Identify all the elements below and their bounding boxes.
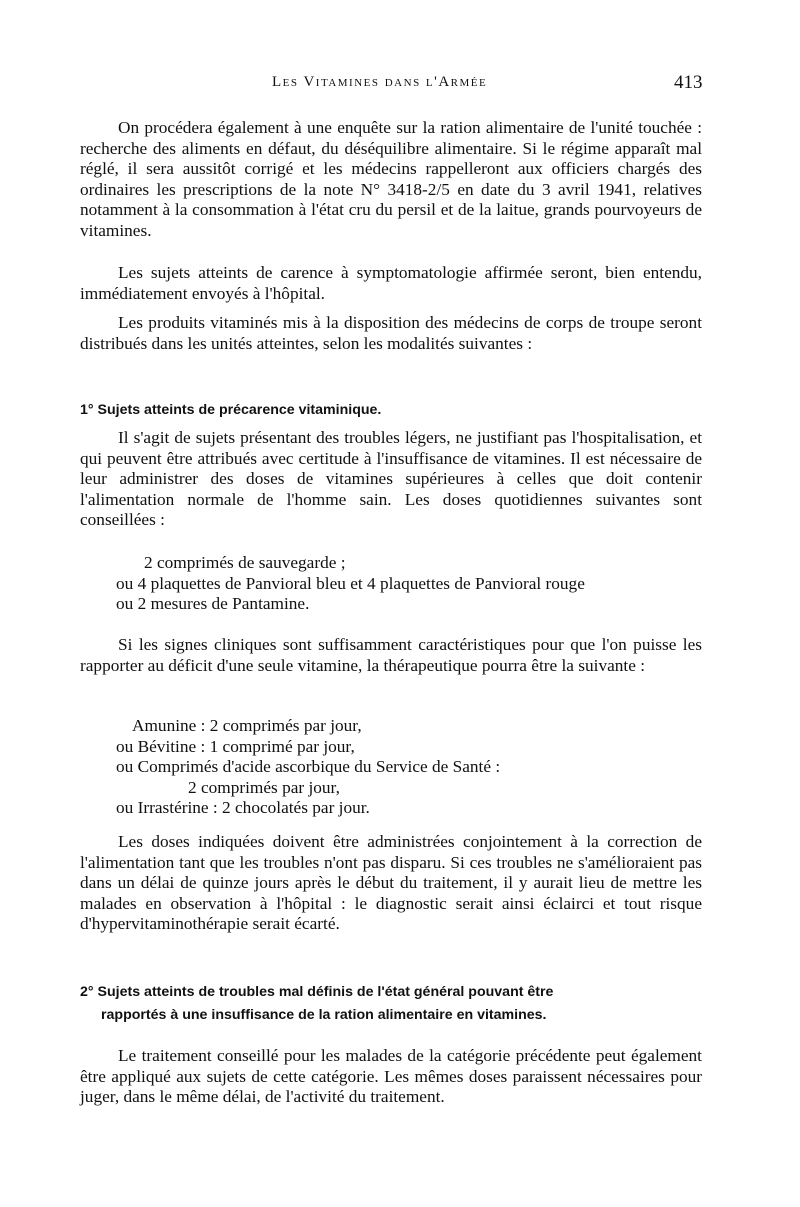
therapy-list — [116, 716, 500, 819]
paragraph-therapy: Si les signes cliniques sont suffisamment caractéristiques pour que l'on puisse les rapporter au déficit d'une seule vitamine, la thérapeutique pourra être la suivante : — [80, 635, 702, 675]
list-item: Amunine : 2 comprimés par jour, — [132, 716, 362, 735]
paragraph-distribution: Les produits vitaminés mis à la disposition des médecins de corps de troupe seront distribués dans les unités atteintes, selon les modalités suivantes : — [80, 313, 702, 353]
section-number: 2° — [80, 984, 94, 1000]
list-item: ou Bévitine : 1 comprimé par jour, — [116, 736, 355, 756]
list-item: ou 4 plaquettes de Panvioral bleu et 4 plaquettes de Panvioral rouge — [116, 573, 585, 593]
list-item: ou 2 mesures de Pantamine. — [116, 594, 310, 614]
paragraph-precarence: Il s'agit de sujets présentant des troubles légers, ne justifiant pas l'hospitalisation, et qui peuvent être attribués avec certitude à l'insuffisance de vitamines. Il est nécessaire de leur administrer des doses de vitamines supérieures à celles que doit contenir l'alimentation normale de l'homme sain. Les doses quotidiennes suivantes sont conseillées : — [80, 428, 702, 530]
list-item: ou Comprimés d'acide ascorbique du Service de Santé : — [116, 757, 501, 777]
list-item: 2 comprimés par jour, — [188, 777, 340, 797]
page-header — [0, 74, 800, 98]
section-title-line1: Sujets atteints de troubles mal définis de l'état général pouvant être — [97, 984, 554, 1000]
section-title: Sujets atteints de précarence vitaminique. — [97, 402, 382, 418]
section-heading-2-continued — [101, 1007, 546, 1023]
section-title-line2: rapportés à une insuffisance de la ration alimentaire en vitamines. — [101, 1007, 547, 1023]
page-number: 413 — [674, 72, 703, 93]
list-item: 2 comprimés de sauvegarde ; — [144, 553, 346, 572]
section-number: 1° — [80, 402, 94, 418]
section-heading-2 — [80, 984, 553, 1000]
paragraph-survey: On procédera également à une enquête sur la ration alimentaire de l'unité touchée : recherche des aliments en défaut, du déséquilibre alimentaire. Si le régime apparaît mal réglé, il sera aussitôt corrigé et les médecins rappelleront aux officiers chargés des ordinaires les prescriptions de la note N° 3418-2/5 en date du 3 avril 1941, relatives notamment à la consommation à l'état cru du persil et de la laitue, grands pourvoyeurs de vitamines. — [80, 118, 702, 240]
list-item: ou Irrastérine : 2 chocolatés par jour. — [116, 798, 370, 818]
section-heading-1 — [80, 402, 381, 418]
paragraph-treatment: Le traitement conseillé pour les malades de la catégorie précédente peut également être appliqué aux sujets de cette catégorie. Les mêmes doses paraissent nécessaires pour juger, dans le même délai, de l'activité du traitement. — [80, 1046, 702, 1107]
paragraph-hospital: Les sujets atteints de carence à symptomatologie affirmée seront, bien entendu, immédiatement envoyés à l'hôpital. — [80, 263, 702, 303]
paragraph-monitoring: Les doses indiquées doivent être administrées conjointement à la correction de l'alimentation tant que les troubles n'ont pas disparu. Si ces troubles ne s'amélioraient pas dans un délai de quinze jours après le début du traitement, il y aurait lieu de mettre les malades en observation à l'hôpital : le diagnostic serait ainsi éclairci et tout risque d'hypervitaminothérapie serait écarté. — [80, 832, 702, 934]
dose-list — [116, 553, 585, 615]
running-head: Les Vitamines dans l'Armée — [272, 74, 488, 90]
